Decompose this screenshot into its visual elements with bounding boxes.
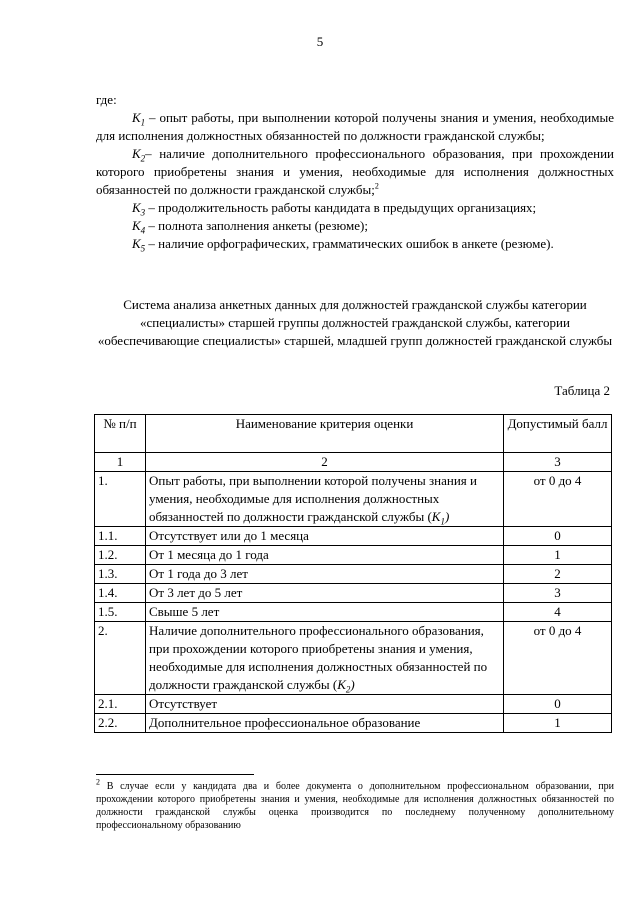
score-value: 2	[504, 565, 612, 584]
variable-k: K	[132, 146, 141, 161]
criterion-text: Опыт работы, при выполнении которой получены знания и умения, необходимые для исполнения должностных обязанностей по должности гражданской службы (	[149, 473, 477, 524]
header-criterion: Наименование критерия оценки	[146, 415, 504, 453]
table-row	[95, 472, 612, 527]
table-row	[95, 622, 612, 695]
footnote-reference: 2	[374, 181, 379, 191]
score-value: 0	[504, 695, 612, 714]
criterion-name	[146, 622, 504, 695]
criterion-tail: )	[444, 509, 450, 524]
column-number-row	[95, 453, 612, 472]
definition-text: – наличие дополнительного профессионального образования, при прохождении которого приобретены знания и умения, необходимые для исполнения должностных обязанностей по должности гражданской службы;	[96, 146, 614, 197]
variable-index: 5	[140, 243, 146, 254]
column-number: 3	[504, 453, 612, 472]
variable-index: 2	[140, 153, 146, 164]
variable-index: 1	[440, 516, 445, 527]
table-label: Таблица 2	[554, 383, 610, 398]
row-number: 2.1.	[95, 695, 146, 714]
score-value: от 0 до 4	[504, 472, 612, 527]
column-number: 2	[146, 453, 504, 472]
definition-text: – продолжительность работы кандидата в предыдущих организациях;	[145, 200, 537, 215]
score-value: 0	[504, 527, 612, 546]
variable-k: K	[132, 200, 141, 215]
variable-index: 1	[140, 117, 146, 128]
row-number: 2.2.	[95, 714, 146, 733]
variable-index: 2	[345, 684, 351, 695]
row-number: 1.3.	[95, 565, 146, 584]
section-heading: Система анализа анкетных данных для должностей гражданской службы категории «специалисты» старшей группы должностей гражданской службы, категории «обеспечивающие специалисты» старшей, младшей групп должностей гражданской службы	[97, 297, 613, 348]
table-row	[95, 584, 612, 603]
definition-text: – полнота заполнения анкеты (резюме);	[145, 218, 368, 233]
intro-label: где:	[96, 92, 117, 107]
criterion-text: Наличие дополнительного профессионального образования, при прохождении которого приобретены знания и умения, необходимые для исполнения должностных обязанностей по должности гражданской службы (	[149, 623, 488, 692]
footnote-mark: 2	[96, 777, 100, 787]
criteria-table	[94, 414, 612, 733]
criterion-name: Свыше 5 лет	[146, 603, 504, 622]
variable-k: K	[132, 236, 141, 251]
variable-k: K	[431, 509, 441, 524]
footnote-divider	[96, 774, 254, 775]
page-number: 5	[316, 34, 324, 49]
table-header-row	[95, 415, 612, 453]
footnote	[96, 777, 614, 832]
table-row	[95, 565, 612, 584]
table-row	[95, 546, 612, 565]
table-row	[95, 695, 612, 714]
definitions-block	[96, 91, 614, 253]
row-number: 1.2.	[95, 546, 146, 565]
definition-text: – опыт работы, при выполнении которой получены знания и умения, необходимые для исполнения должностных обязанностей по должности гражданской службы;	[96, 110, 614, 143]
score-value: 1	[504, 714, 612, 733]
definition-text: – наличие орфографических, грамматических ошибок в анкете (резюме).	[145, 236, 554, 251]
table-row	[95, 603, 612, 622]
row-number: 1.1.	[95, 527, 146, 546]
criterion-name	[146, 472, 504, 527]
definition-k4	[96, 217, 614, 235]
row-number: 1.	[95, 472, 146, 527]
score-value: 1	[504, 546, 612, 565]
criterion-name: От 1 года до 3 лет	[146, 565, 504, 584]
criterion-name: От 1 месяца до 1 года	[146, 546, 504, 565]
criterion-name: Дополнительное профессиональное образование	[146, 714, 504, 733]
score-value: 4	[504, 603, 612, 622]
table-row	[95, 527, 612, 546]
variable-k: K	[132, 110, 141, 125]
criterion-name: Отсутствует или до 1 месяца	[146, 527, 504, 546]
table-row	[95, 714, 612, 733]
header-number: № п/п	[95, 415, 146, 453]
criterion-tail: )	[350, 677, 355, 692]
definition-k5	[96, 235, 614, 253]
definition-k3	[96, 199, 614, 217]
variable-k: K	[132, 218, 141, 233]
row-number: 1.4.	[95, 584, 146, 603]
row-number: 2.	[95, 622, 146, 695]
variable-k: K	[337, 677, 346, 692]
definition-k2	[96, 145, 614, 199]
criterion-name: Отсутствует	[146, 695, 504, 714]
score-value: 3	[504, 584, 612, 603]
column-number: 1	[95, 453, 146, 472]
score-value: от 0 до 4	[504, 622, 612, 695]
header-score: Допустимый балл	[504, 415, 612, 453]
definition-k1	[96, 109, 614, 145]
variable-index: 3	[140, 207, 146, 218]
footnote-text: В случае если у кандидата два и более документа о дополнительном профессиональном образовании, при прохождении которого приобретены знания и умения, необходимые для исполнения должностных обязанностей по должности гражданской службы оценка производится по последнему полученному дополнительному профессиональному образованию	[96, 781, 614, 831]
criterion-name: От 3 лет до 5 лет	[146, 584, 504, 603]
row-number: 1.5.	[95, 603, 146, 622]
variable-index: 4	[140, 225, 146, 236]
